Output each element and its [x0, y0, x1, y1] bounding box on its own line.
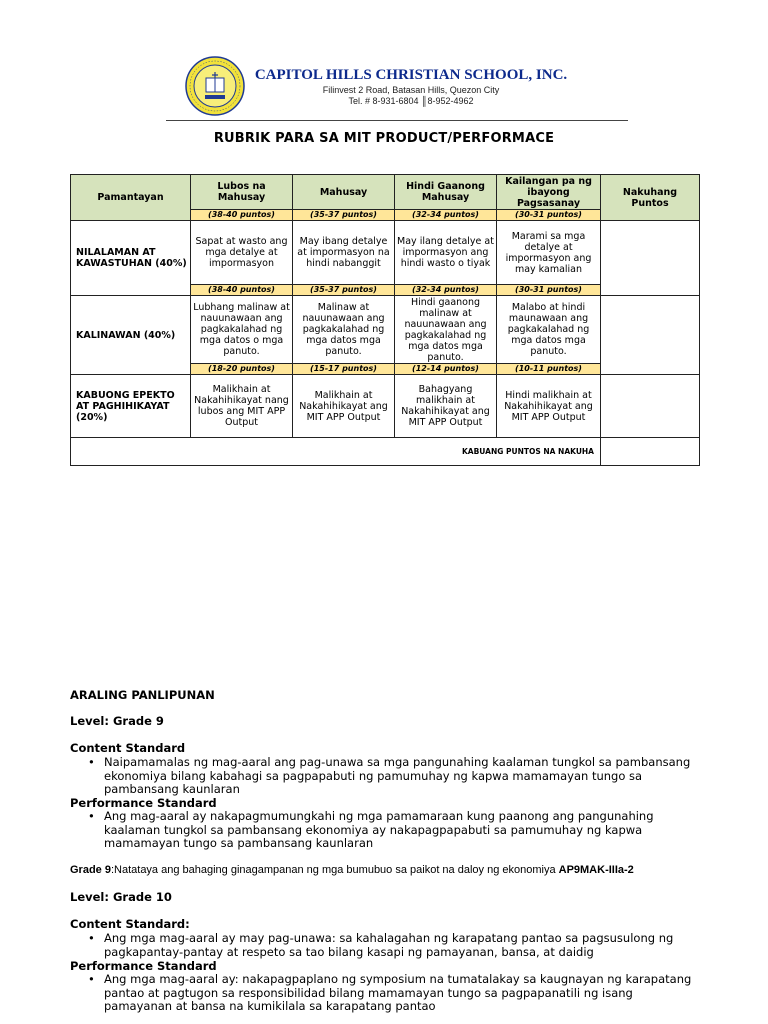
grade-9-text: :Natataya ang bahaging ginagampanan ng mga bumubuo sa paikot na daloy ng ekonomiya — [110, 864, 559, 876]
content-standard-label-10: Content Standard: — [70, 917, 190, 931]
points-cell: (38-40 puntos) — [191, 210, 293, 221]
rubric-cell: May ibang detalye at impormasyon na hindi nabanggit — [293, 221, 395, 285]
points-cell: (32-34 puntos) — [395, 210, 497, 221]
rubric-cell: Hindi malikhain at Nakahihikayat ang MIT APP Output — [497, 375, 601, 438]
bullet-icon: • — [88, 931, 95, 945]
content-standard-label-9: Content Standard — [70, 741, 186, 755]
header-hindi-gaanong-mahusay: Hindi Gaanong Mahusay — [395, 175, 497, 210]
school-address: Filinvest 2 Road, Batasan Hills, Quezon City — [322, 85, 500, 95]
criterion-kalinawan: KALINAWAN (40%) — [71, 296, 191, 375]
points-cell: (32-34 puntos) — [395, 285, 497, 296]
total-score-cell — [601, 438, 700, 466]
points-cell: (35-37 puntos) — [293, 210, 395, 221]
header-divider — [166, 120, 628, 121]
points-cell: (30-31 puntos) — [497, 285, 601, 296]
grade-9-competency — [70, 864, 634, 876]
total-label: KABUANG PUNTOS NA NAKUHA — [71, 438, 601, 466]
bullet-icon: • — [88, 809, 95, 823]
bullet-icon: • — [88, 755, 95, 769]
bullet-icon: • — [88, 972, 95, 986]
performance-standard-label-9: Performance Standard — [70, 796, 217, 810]
school-phone: Tel. # 8-931-6804 ║8-952-4962 — [348, 96, 474, 106]
points-cell: (38-40 puntos) — [191, 285, 293, 296]
score-cell — [601, 221, 700, 296]
rubric-cell: Lubhang malinaw at nauunawaan ang pagkakalahad ng mga datos o mga panuto. — [191, 296, 293, 364]
rubric-cell: May ilang detalye at impormasyon ang hindi wasto o tiyak — [395, 221, 497, 285]
criterion-row — [71, 221, 700, 285]
points-cell: (35-37 puntos) — [293, 285, 395, 296]
total-row — [71, 438, 700, 466]
document-title: RUBRIK PARA SA MIT PRODUCT/PERFORMACE — [213, 131, 555, 146]
content-standard-text-10: Ang mga mag-aaral ay may pag-unawa: sa kahalagahan ng karapatang pantao sa pagsusulong ng pagkapantay-pantay at respeto sa tao bilang kasapi ng pamayanan, bansa, at daidig — [104, 931, 674, 959]
subject-heading: ARALING PANLIPUNAN — [70, 688, 215, 702]
rubric-cell: Bahagyang malikhain at Nakahihikayat ang MIT APP Output — [395, 375, 497, 438]
rubric-cell: Malinaw at nauunawaan ang pagkakalahad ng mga datos mga panuto. — [293, 296, 395, 364]
criterion-row — [71, 375, 700, 438]
rubric-cell: Malabo at hindi maunawaan ang pagkakalahad ng mga datos mga panuto. — [497, 296, 601, 364]
rubric-cell: Hindi gaanong malinaw at nauunawaan ang pagkakalahad ng mga datos mga panuto. — [395, 296, 497, 364]
school-name: CAPITOL HILLS CHRISTIAN SCHOOL, INC. — [254, 67, 568, 83]
rubric-cell: Marami sa mga detalye at impormasyon ang may kamalian — [497, 221, 601, 285]
points-cell: (15-17 puntos) — [293, 364, 395, 375]
score-cell — [601, 375, 700, 438]
score-cell — [601, 296, 700, 375]
criterion-row — [71, 296, 700, 364]
school-address-block — [246, 85, 576, 107]
header-pamantayan: Pamantayan — [71, 175, 191, 221]
header-lubos-na-mahusay: Lubos na Mahusay — [191, 175, 293, 210]
level-grade-9: Level: Grade 9 — [70, 714, 164, 728]
rubric-cell: Malikhain at Nakahihikayat ang MIT APP Output — [293, 375, 395, 438]
school-seal-logo — [185, 56, 245, 116]
rubric-table — [70, 174, 700, 466]
points-cell: (18-20 puntos) — [191, 364, 293, 375]
rubric-cell: Malikhain at Nakahihikayat nang lubos ang MIT APP Output — [191, 375, 293, 438]
rubric-header-row — [71, 175, 700, 210]
performance-standard-label-10: Performance Standard — [70, 959, 217, 973]
points-cell: (12-14 puntos) — [395, 364, 497, 375]
points-cell: (10-11 puntos) — [497, 364, 601, 375]
criterion-nilalaman: NILALAMAN AT KAWASTUHAN (40%) — [71, 221, 191, 296]
grade-9-code: AP9MAK-IIIa-2 — [558, 864, 634, 876]
header-kailangan-pa: Kailangan pa ng ibayong Pagsasanay — [497, 175, 601, 210]
header-nakuhang-puntos: Nakuhang Puntos — [601, 175, 700, 221]
header-mahusay: Mahusay — [293, 175, 395, 210]
points-cell: (30-31 puntos) — [497, 210, 601, 221]
performance-standard-text-10: Ang mga mag-aaral ay: nakapagpaplano ng symposium na tumatalakay sa kaugnayan ng karapatang pantao at pagtugon sa responsibilidad bilang mamamayan tungo sa pagpapanatili ng isang pamayanan at bansa na kumikilala sa karapatang pantao — [104, 972, 692, 1013]
criterion-kabuong-epekto: KABUONG EPEKTO AT PAGHIHIKAYAT (20%) — [71, 375, 191, 438]
content-standard-text-9: Naipamamalas ng mag-aaral ang pag-unawa sa mga pangunahing kaalaman tungkol sa pambansang ekonomiya bilang kabahagi sa pagpapabuti ng pamumuhay ng kapwa mamamayan tungo sa pambansang kaunlaran — [104, 755, 691, 796]
performance-standard-text-9: Ang mag-aaral ay nakapagmumungkahi ng mga pamamaraan kung paanong ang pangunahing kaalaman tungkol sa pambansang ekonomiya ay nakapagpapabuti sa pamumuhay ng kapwa mamamayan tungo sa pambansang kaunlaran — [104, 809, 654, 850]
grade-9-label: Grade 9 — [70, 864, 111, 876]
level-grade-10: Level: Grade 10 — [70, 890, 172, 904]
rubric-cell: Sapat at wasto ang mga detalye at impormasyon — [191, 221, 293, 285]
